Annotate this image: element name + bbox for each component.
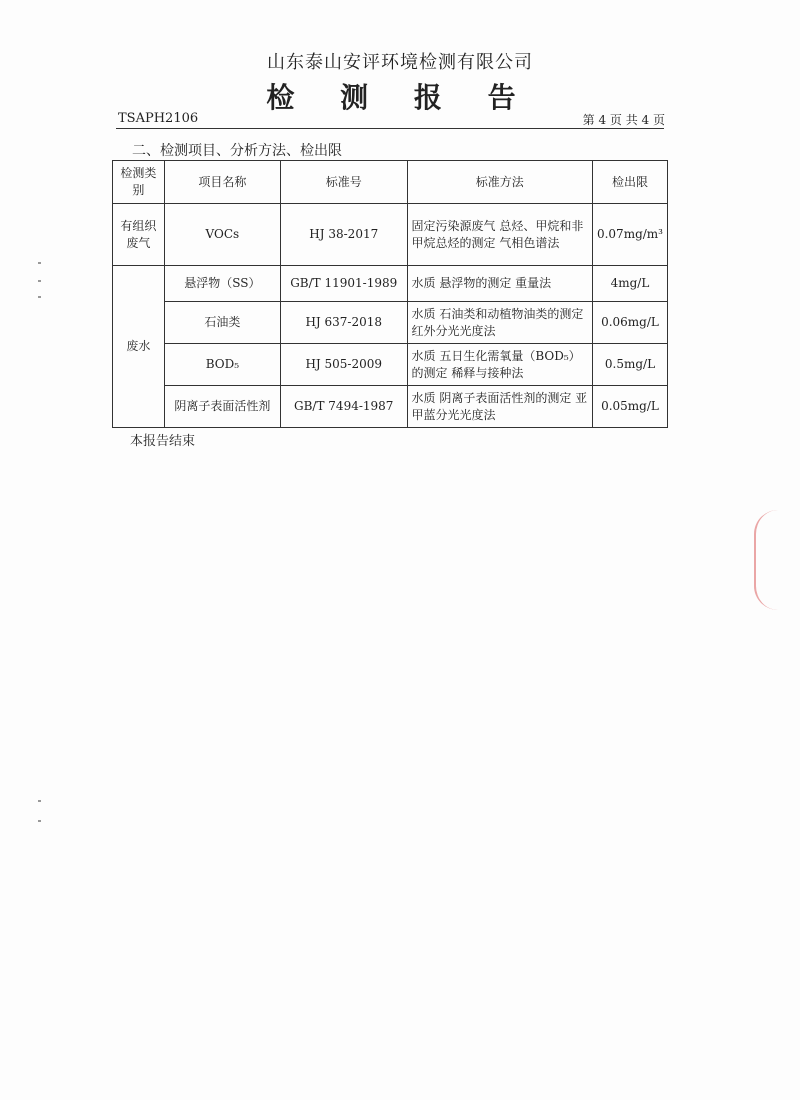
binding-mark — [38, 280, 41, 282]
method-cell: 水质 阴离子表面活性剂的测定 亚甲蓝分光光度法 — [407, 386, 592, 428]
item-cell: VOCs — [164, 204, 280, 266]
standard-no-cell: HJ 637-2018 — [280, 302, 407, 344]
header-category: 检测类别 — [113, 161, 165, 204]
category-cell: 废水 — [113, 266, 165, 428]
seal-stamp-edge — [754, 510, 778, 610]
binding-mark — [38, 800, 41, 802]
standard-no-cell: GB/T 11901-1989 — [280, 266, 407, 302]
page-indicator: 第 4 页 共 4 页 — [582, 113, 665, 127]
method-cell: 水质 悬浮物的测定 重量法 — [407, 266, 592, 302]
table-row — [113, 302, 668, 344]
standard-no-cell: GB/T 7494-1987 — [280, 386, 407, 428]
limit-cell: 0.05mg/L — [592, 386, 667, 428]
table-row — [113, 266, 668, 302]
header-method: 标准方法 — [407, 161, 592, 204]
report-number: TSAPH2106 — [118, 111, 199, 126]
binding-mark — [38, 296, 41, 298]
binding-mark — [38, 820, 41, 822]
company-name: 山东泰山安评环境检测有限公司 — [267, 52, 533, 73]
limit-cell: 0.5mg/L — [592, 344, 667, 386]
method-cell: 固定污染源废气 总烃、甲烷和非甲烷总烃的测定 气相色谱法 — [407, 204, 592, 266]
report-title: 检 测 报 告 — [266, 81, 534, 114]
header-item: 项目名称 — [164, 161, 280, 204]
limit-cell: 0.06mg/L — [592, 302, 667, 344]
table-row — [113, 204, 668, 266]
method-cell: 水质 五日生化需氧量（BOD₅）的测定 稀释与接种法 — [407, 344, 592, 386]
detection-table — [112, 160, 668, 428]
category-cell: 有组织废气 — [113, 204, 165, 266]
limit-cell: 0.07mg/m³ — [592, 204, 667, 266]
section-title: 二、检测项目、分析方法、检出限 — [132, 143, 342, 159]
table-row — [113, 344, 668, 386]
limit-cell: 4mg/L — [592, 266, 667, 302]
standard-no-cell: HJ 505-2009 — [280, 344, 407, 386]
table-row — [113, 386, 668, 428]
item-cell: 石油类 — [164, 302, 280, 344]
binding-mark — [38, 262, 41, 264]
end-note: 本报告结束 — [130, 434, 196, 449]
header-divider — [116, 128, 664, 129]
header-standard-no: 标准号 — [280, 161, 407, 204]
table-header-row — [113, 161, 668, 204]
header-limit: 检出限 — [592, 161, 667, 204]
item-cell: BOD₅ — [164, 344, 280, 386]
standard-no-cell: HJ 38-2017 — [280, 204, 407, 266]
method-cell: 水质 石油类和动植物油类的测定 红外分光光度法 — [407, 302, 592, 344]
item-cell: 阴离子表面活性剂 — [164, 386, 280, 428]
item-cell: 悬浮物（SS） — [164, 266, 280, 302]
